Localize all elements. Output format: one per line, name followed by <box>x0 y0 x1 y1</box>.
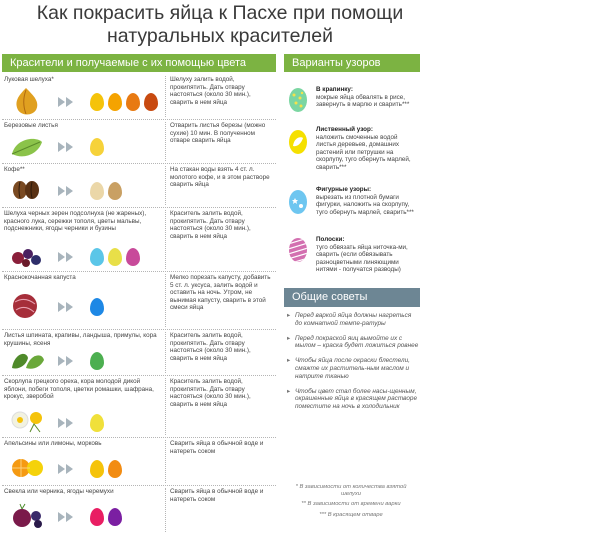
arrow-icon <box>58 302 78 312</box>
egg-yellow <box>90 138 104 156</box>
bullet-icon: ▸ <box>287 387 291 395</box>
dye-row-onion <box>2 74 276 120</box>
dye-row-sunflower: Шелуха черных зерен подсолнуха (не жареных), красного лука, сережки тополя, цветы мальвы, подснежники, ягоды черники и бузины Краситель залить водой, прокипятить. Дать отвару настояться (около 30 мин.), сварить в нем яйца <box>2 208 276 272</box>
egg-dark-orange <box>126 93 140 111</box>
egg-blue <box>90 298 104 316</box>
patterns-header: Варианты узоров <box>284 54 420 72</box>
dyes-header: Красители и получаемые с их помощью цвета <box>2 54 276 72</box>
onion-icon <box>10 86 42 116</box>
arrow-icon <box>58 252 78 262</box>
tip-item: ▸ Чтобы яйца после окраски блестели, смажте их раститель-ным маслом и натрите тканью <box>287 357 410 380</box>
egg-orange <box>108 93 122 111</box>
dye-row-coffee: Кофе** На стакан воды взять 4 ст. л. молотого кофе, и в этом растворе сварить яйца <box>2 164 276 208</box>
pattern-leaf: Лиственный узор: наложить смоченные водой листья деревьев, домашних растений или петрушки на скорлупу, туго обернуть марлей, сварить*** <box>286 126 420 182</box>
pattern-stripes: Полоски: туго обвязать яйца ниточка-ми, сварить (если обвязывать разноцветными линяющими нитями - получатся разводы) <box>286 236 420 284</box>
dye-row-oranges: Апельсины или лимоны, морковь Сварить яйца в обычной воде и натереть соком <box>2 438 276 486</box>
egg-beige <box>90 182 104 200</box>
pattern-shapes: Фигурные узоры: вырезать из плотной бумаги фигурки, наложить на скорлупу, туго обернуть марлей, сварить*** <box>286 186 420 230</box>
arrow-icon <box>58 142 78 152</box>
pattern-speckled: В крапинку: мокрые яйца обвалять в рисе, завернуть в марлю и сварить*** <box>286 86 420 128</box>
egg-yellow <box>90 414 104 432</box>
arrow-icon <box>58 512 78 522</box>
tips-list <box>287 312 419 418</box>
citrus-icon <box>10 454 46 480</box>
arrow-icon <box>58 464 78 474</box>
egg-red-brown <box>144 93 158 111</box>
leaf-egg-icon <box>288 128 308 154</box>
bullet-icon: ▸ <box>287 312 291 319</box>
shapes-egg-icon <box>288 188 308 214</box>
egg-pink <box>90 508 104 526</box>
egg-purple <box>126 248 140 266</box>
arrow-icon <box>58 418 78 428</box>
egg-orange <box>108 460 122 478</box>
footnotes: * В зависимости от количества взятой шелухи ** В зависимости от времени варки *** В красящем отваре <box>295 484 407 518</box>
tip-item: ▸ Чтобы цвет стал более насы-щенным, окрашенные яйца в красящем растворе поместите на ночь в холодильник <box>287 387 418 411</box>
bullet-icon: ▸ <box>287 334 291 342</box>
nettle-leaves-icon <box>10 348 46 372</box>
egg-yellow <box>108 248 122 266</box>
tip-item: ▸ Перед варкой яйца должны нагреться до комнатной темпе-ратуры <box>287 312 412 327</box>
egg-light-blue <box>90 248 104 266</box>
dye-row-birch: Березовые листья Отварить листья березы (можно сухие) 10 мин. В полученном отваре сварить яйца <box>2 120 276 164</box>
dye-row-spinach: Листья шпината, крапивы, ландыша, примулы, кора крушины, ясеня Краситель залить водой, прокипятить. Дать отвару настояться (около 30 мин.), сварить в нем яйца <box>2 330 276 376</box>
dye-row-walnut: Скорлупа грецкого ореха, кора молодой дикой яблони, побеги тополя, цветки ромашки, шафрана, крокус, зверобой Краситель залить водой, прокипятить. Дать отвару настояться (около 30 мин.), сварить в нем яйца <box>2 376 276 438</box>
beet-icon <box>10 502 46 530</box>
arrow-icon <box>58 186 78 196</box>
egg-yellow <box>90 93 104 111</box>
page-title: Как покрасить яйца к Пасхе при помощи натуральных красителей <box>36 2 404 47</box>
coffee-beans-icon <box>10 178 42 202</box>
tips-header: Общие советы <box>284 288 420 307</box>
striped-egg-icon <box>288 236 308 262</box>
cabbage-icon <box>10 292 40 320</box>
dye-label: Луковая шелуха* <box>4 76 54 83</box>
leaf-icon <box>10 134 44 160</box>
tip-item: ▸ Перед покраской яиц вымойте их с мылом – краска будет ложиться ровнее <box>287 334 419 350</box>
berries-icon <box>10 244 46 268</box>
dye-row-beet: Свекла или черника, ягоды черемухи Сварить яйца в обычной воде и натереть соком <box>2 486 276 534</box>
egg-yellow <box>90 460 104 478</box>
dye-recipe: Шелуху залить водой, прокипятить. Дать отвару настояться (около 30 мин.), сварить в нем яйца <box>170 76 251 106</box>
flowers-icon <box>10 406 50 434</box>
egg-tan <box>108 182 122 200</box>
bullet-icon: ▸ <box>287 357 291 365</box>
speckled-egg-icon <box>288 86 308 112</box>
arrow-icon <box>58 356 78 366</box>
dye-row-cabbage: Краснокочанная капуста Мелко порезать капусту, добавить 5 ст. л. уксуса, залить водой и оставить на ночь. Утром, не вынимая капусту, сварить в этой смеси яйца <box>2 272 276 330</box>
egg-green <box>90 352 104 370</box>
egg-purple <box>108 508 122 526</box>
arrow-icon <box>58 97 78 107</box>
